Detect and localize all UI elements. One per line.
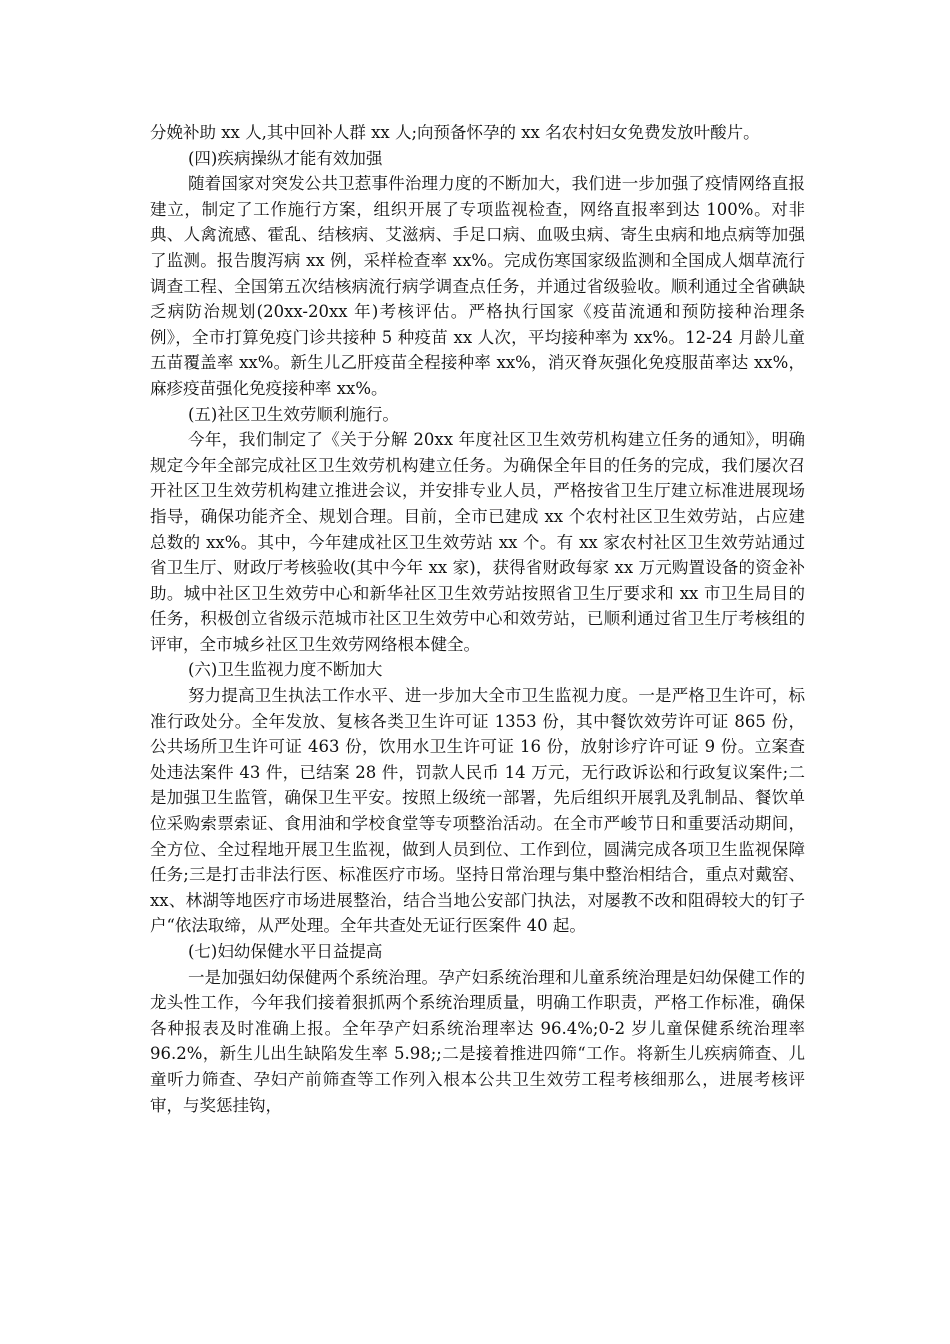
body-paragraph-1: 分娩补助 xx 人,其中回补人群 xx 人;向预备怀孕的 xx 名农村妇女免费发放叶酸片。: [150, 123, 760, 142]
section-heading-7: (七)妇幼保健水平日益提高: [188, 942, 383, 961]
body-paragraph-2: 随着国家对突发公共卫惹事件治理力度的不断加大，我们进一步加强了疫情网络直报建立，制定了工作施行方案，组织开展了专项监视检查，网络直报率到达 100%。对非典、人禽流感、霍乱、结核病、艾滋病、手足口病、血吸虫病、寄生虫病和地点病等加强了监测。报告腹泻病 xx 例，采样检查率 xx%。完成伤寒国家级监测和全国成人烟草流行调查工程、全国第五次结核病流行病学调查点任务，并通过省级验收。顺利通过全省碘缺乏病防治规划(20xx-20xx 年)考核评估。严格执行国家《疫苗流通和预防接种治理条例》，全市打算免疫门诊共接种 5 种疫苗 xx 人次，平均接种率为 xx%。12-24 月龄儿童五苗覆盖率 xx%。新生儿乙肝疫苗全程接种率 xx%，消灭脊灰强化免疫服苗率达 xx%，麻疹疫苗强化免疫接种率 xx%。: [150, 174, 805, 398]
section-heading-4: (四)疾病操纵才能有效加强: [188, 148, 383, 168]
body-paragraph-4: 努力提高卫生执法工作水平、进一步加大全市卫生监视力度。一是严格卫生许可，标准行政处分。全年发放、复核各类卫生许可证 1353 份，其中餐饮效劳许可证 865 份，公共场所卫生许可证 463 份，饮用水卫生许可证 16 份，放射诊疗许可证 9 份。立案查处违法案件 43 件，已结案 28 件，罚款人民币 14 万元，无行政诉讼和行政复议案件;二是加强卫生监管，确保卫生平安。按照上级统一部署，先后组织开展乳及乳制品、餐饮单位采购索票索证、食用油和学校食堂等专项整治活动。在全市严峻节日和重要活动期间，全方位、全过程地开展卫生监视，做到人员到位、工作到位，圆满完成各项卫生监视保障任务;三是打击非法行医、标准医疗市场。坚持日常治理与集中整治相结合，重点对戴窑、xx、林湖等地医疗市场进展整治，结合当地公安部门执法，对屡教不改和阻碍较大的钉子户“依法取缔，从严处理。全年共查处无证行医案件 40 起。: [150, 686, 805, 936]
section-heading-5: (五)社区卫生效劳顺利施行。: [188, 404, 399, 424]
body-paragraph-5: 一是加强妇幼保健两个系统治理。孕产妇系统治理和儿童系统治理是妇幼保健工作的龙头性工作，今年我们接着狠抓两个系统治理质量，明确工作职责，严格工作标准，确保各种报表及时准确上报。全年孕产妇系统治理率达 96.4%;0-2 岁儿童保健系统治理率 96.2%，新生儿出生缺陷发生率 5.98;;二是接着推进四筛“工作。将新生儿疾病筛查、儿童听力筛查、孕妇产前筛查等工作列入根本公共卫生效劳工程考核细那么，进展考核评审，与奖惩挂钩，: [150, 967, 805, 1115]
section-heading-6: (六)卫生监视力度不断加大: [188, 660, 383, 680]
body-paragraph-3: 今年，我们制定了《关于分解 20xx 年度社区卫生效劳机构建立任务的通知》，明确规定今年全部完成社区卫生效劳机构建立任务。为确保全年目的任务的完成，我们屡次召开社区卫生效劳机构建立推进会议，并安排专业人员，严格按省卫生厅建立标准进展现场指导，确保功能齐全、规划合理。目前，全市已建成 xx 个农村社区卫生效劳站，占应建总数的 xx%。其中，今年建成社区卫生效劳站 xx 个。有 xx 家农村社区卫生效劳站通过省卫生厅、财政厅考核验收(其中今年 xx 家)，获得省财政每家 xx 万元购置设备的资金补助。城中社区卫生效劳中心和新华社区卫生效劳站按照省卫生厅要求和 xx 市卫生局目的任务，积极创立省级示范城市社区卫生效劳中心和效劳站，已顺利通过省卫生厅考核组的评审，全市城乡社区卫生效劳网络根本健全。: [150, 430, 805, 654]
document-page: [150, 120, 805, 1118]
